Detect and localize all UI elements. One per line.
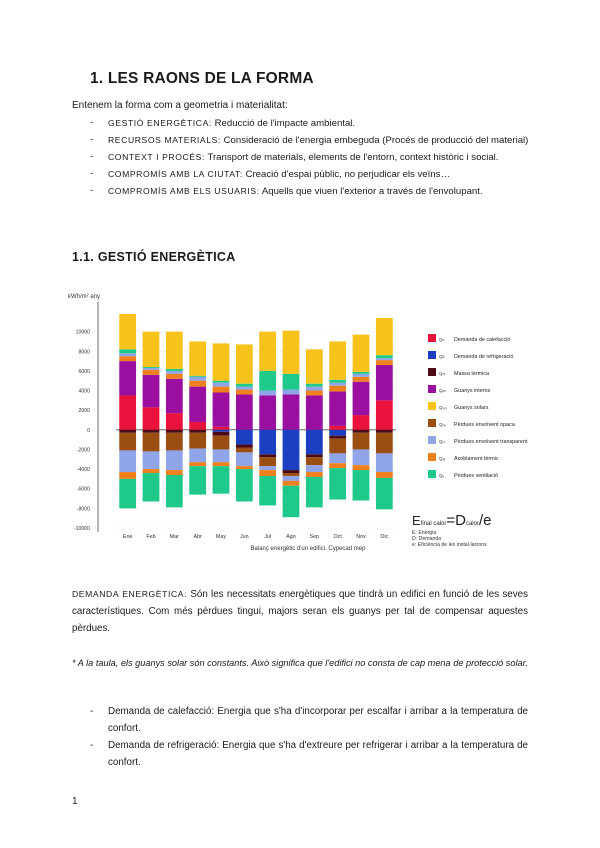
demand-item: - Demanda de calefacció: Energia que s'ha d'incorporar per escalfar i arribar a la temperatura de confort.: [90, 703, 528, 737]
bar-segment: [376, 360, 393, 365]
bar-segment: [213, 436, 230, 450]
bar-segment: [329, 383, 346, 386]
bar-segment: [259, 476, 276, 505]
legend-symbol: Qc: [439, 354, 445, 359]
bar-segment: [329, 380, 346, 383]
bar-segment: [329, 463, 346, 468]
bar-segment: [236, 469, 253, 501]
bar-segment: [329, 341, 346, 379]
bar-segment: [376, 358, 393, 360]
bar-segment: [236, 430, 253, 445]
legend-label: Guanys interns: [454, 388, 491, 394]
legend-symbol: Qₛₒₗ: [439, 405, 447, 410]
bar-segment: [306, 430, 323, 455]
bar-segment: [236, 390, 253, 395]
energy-balance-chart: [58, 284, 528, 556]
formula-eq: =D: [446, 512, 466, 529]
bar-segment: [306, 457, 323, 465]
y-tick-label: -2000: [76, 447, 90, 454]
bar-segment: [353, 377, 370, 382]
bar-segment: [259, 430, 276, 455]
bar-segment: [306, 477, 323, 507]
bar-segment: [189, 422, 206, 430]
bar-segment: [236, 452, 253, 466]
legend-label: Massa tèrmica: [454, 371, 490, 377]
bar-segment: [166, 369, 183, 371]
bar-segment: [353, 449, 370, 465]
bar-segment: [236, 447, 253, 452]
reason-label: COMPROMÍS AMB ELS USUARIS:: [108, 186, 260, 196]
bar-segment: [166, 379, 183, 413]
bar-segment: [353, 335, 370, 372]
bar-segment: [353, 374, 370, 377]
bar-segment: [213, 466, 230, 493]
y-tick-label: -6000: [76, 486, 90, 493]
bar-segment: [189, 376, 206, 377]
bar-segment: [306, 454, 323, 457]
legend-swatch: [428, 419, 436, 427]
bar-segment: [283, 473, 300, 476]
bar-segment: [236, 466, 253, 469]
page-number: 1: [72, 796, 78, 807]
bar-segment: [259, 470, 276, 476]
demanda-paragraph: [72, 586, 528, 637]
bar-segment: [213, 343, 230, 380]
demand-item: - Demanda de refrigeració: Energia que s'ha d'extreure per refrigerar i arribar a la temperatura de confort.: [90, 737, 528, 771]
bar-segment: [166, 470, 183, 475]
reason-text: Consideració de l'energia embeguda (Procés de producció del material): [223, 135, 529, 146]
bar-segment: [189, 341, 206, 375]
legend-swatch: [428, 385, 436, 393]
bar-segment: [376, 478, 393, 509]
x-tick-label: May: [215, 534, 227, 540]
bar-segment: [283, 486, 300, 517]
bar-segment: [259, 457, 276, 466]
reason-label: CONTEXT I PROCÉS:: [108, 152, 205, 162]
x-tick-label: Jul: [264, 534, 272, 540]
bar-segment: [283, 374, 300, 390]
legend-swatch: [428, 402, 436, 410]
bar-segment: [353, 430, 370, 433]
legend-label: Acoblament tèrmic: [454, 456, 499, 462]
x-tick-label: Oct: [333, 534, 342, 540]
legend-symbol: Qᵢₙₜ: [439, 388, 447, 393]
bar-segment: [306, 387, 323, 391]
bar-segment: [329, 386, 346, 392]
y-tick-label: 4000: [78, 388, 90, 395]
bar-segment: [236, 445, 253, 448]
bar-segment: [166, 430, 183, 433]
bar-segment: [166, 371, 183, 374]
legend-label: Pèrdues envolvent transparent: [454, 439, 528, 445]
bar-segment: [213, 387, 230, 393]
bar-segment: [143, 407, 160, 430]
bar-segment: [376, 433, 393, 454]
bar-segment: [259, 371, 276, 391]
bar-segment: [143, 473, 160, 501]
formula-sub-calor: calor: [465, 521, 479, 527]
bar-segment: [213, 462, 230, 466]
bar-segment: [143, 368, 160, 370]
bar-segment: [329, 439, 346, 454]
bar-segment: [353, 382, 370, 415]
bar-segment: [119, 433, 136, 451]
bar-segment: [236, 394, 253, 429]
bar-segment: [283, 470, 300, 473]
intro-text: Entenem la forma com a geometria i materialitat:: [72, 100, 288, 111]
y-tick-label: 6000: [78, 368, 90, 375]
bar-segment: [283, 481, 300, 486]
bar-segment: [143, 367, 160, 368]
bar-segment: [143, 433, 160, 452]
heading-gestio-energetica: 1.1. GESTIÓ ENERGÈTICA: [72, 250, 236, 264]
bar-segment: [353, 415, 370, 430]
bar-segment: [376, 355, 393, 358]
reason-text: Aquells que viuen l'exterior a través de l'envolupant.: [261, 186, 483, 197]
bar-segment: [236, 344, 253, 383]
bar-segment: [259, 332, 276, 371]
legend-swatch: [428, 351, 436, 359]
bar-segment: [166, 413, 183, 430]
bar-segment: [189, 381, 206, 387]
legend-swatch: [428, 453, 436, 461]
bar-segment: [119, 450, 136, 472]
reason-text: Creació d'espai públic, no perjudicar els veïns…: [245, 169, 451, 180]
bar-segment: [283, 390, 300, 395]
bar-segment: [376, 318, 393, 355]
reason-label: GESTIÓ ENERGÈTICA:: [108, 118, 212, 128]
bar-segment: [166, 450, 183, 470]
bar-segment: [353, 470, 370, 500]
bar-segment: [143, 451, 160, 469]
bar-segment: [213, 383, 230, 387]
bar-segment: [119, 472, 136, 479]
bar-segment: [236, 387, 253, 390]
bar-segment: [213, 381, 230, 383]
x-tick-label: Jun: [239, 534, 249, 540]
bar-segment: [213, 449, 230, 462]
bar-segment: [213, 393, 230, 427]
bar-segment: [329, 436, 346, 439]
bar-segment: [306, 384, 323, 387]
y-tick-label: -10000: [73, 526, 90, 532]
bar-segment: [283, 430, 300, 470]
legend-symbol: Qᵥ: [439, 473, 445, 478]
bar-segment: [119, 430, 136, 433]
bar-segment: [259, 454, 276, 457]
bar-segment: [306, 395, 323, 429]
bar-segment: [213, 430, 230, 432]
legend-symbol: Qₕ: [439, 337, 445, 342]
bar-segment: [119, 356, 136, 361]
formula-note: E: Energia: [412, 530, 437, 536]
reason-item: [90, 183, 530, 200]
demanda-label: DEMANDA ENERGÈTICA:: [72, 589, 188, 599]
bar-segment: [353, 433, 370, 450]
bar-segment: [166, 374, 183, 379]
bar-segment: [376, 400, 393, 429]
bar-segment: [283, 476, 300, 481]
bar-segment: [236, 384, 253, 387]
legend-swatch: [428, 436, 436, 444]
bar-segment: [283, 331, 300, 374]
formula-note: D: Demanda: [412, 536, 442, 542]
x-tick-label: Feb: [146, 534, 156, 540]
reason-item: [90, 132, 530, 149]
bar-segment: [306, 472, 323, 477]
bar-segment: [353, 372, 370, 374]
bar-segment: [143, 469, 160, 473]
legend-swatch: [428, 368, 436, 376]
x-tick-label: Dic: [380, 534, 389, 540]
demands-list: [90, 703, 528, 771]
bar-segment: [143, 332, 160, 367]
y-tick-label: -8000: [76, 506, 90, 513]
bar-segment: [119, 353, 136, 356]
bar-segment: [353, 465, 370, 470]
solar-note: * A la taula, els guanys solar són constants. Això significa que l'edifici no consta de cap mena de protecció solar.: [72, 658, 528, 668]
heading-les-raons: 1. LES RAONS DE LA FORMA: [90, 70, 314, 87]
bar-segment: [259, 466, 276, 470]
bar-segment: [119, 395, 136, 429]
reason-item: [90, 149, 530, 166]
legend-label: Pèrdues ventilació: [454, 473, 499, 479]
legend-label: Guanys solars: [454, 405, 489, 411]
bar-segment: [189, 466, 206, 494]
bar-segment: [119, 361, 136, 395]
bar-segment: [119, 479, 136, 508]
bar-segment: [143, 430, 160, 433]
bar-segment: [376, 365, 393, 400]
bar-segment: [376, 430, 393, 433]
formula-note: e: Eficiència de les instal·lacions: [412, 542, 487, 548]
reason-label: RECURSOS MATERIALS:: [108, 135, 221, 145]
bar-segment: [119, 349, 136, 353]
reason-label: COMPROMÍS AMB LA CIUTAT:: [108, 169, 243, 179]
formula-tail: /e: [478, 512, 492, 529]
y-tick-label: 10000: [75, 329, 90, 336]
bar-segment: [329, 426, 346, 430]
bar-segment: [166, 433, 183, 451]
y-tick-label: 0: [87, 427, 90, 434]
reason-item: [90, 166, 530, 183]
formula-e: E: [412, 513, 421, 528]
bar-segment: [189, 387, 206, 422]
bar-segment: [143, 370, 160, 375]
chart-caption: Balanç energètic d'un edifici. Cypecad mep: [250, 546, 366, 552]
bar-segment: [213, 432, 230, 436]
x-tick-label: Ene: [122, 534, 133, 540]
legend-swatch: [428, 334, 436, 342]
bar-segment: [306, 391, 323, 396]
bar-segment: [329, 430, 346, 436]
bar-segment: [189, 433, 206, 449]
bar-segment: [306, 349, 323, 383]
bar-segment: [329, 468, 346, 499]
bar-segment: [329, 392, 346, 426]
reason-text: Reducció de l'impacte ambiental.: [214, 118, 356, 129]
y-tick-label: -4000: [76, 467, 90, 474]
bar-segment: [376, 472, 393, 478]
legend-symbol: Qₒₚ: [439, 422, 447, 427]
legend-label: Demanda de calefacció: [454, 337, 511, 343]
legend-symbol: Qₘ: [439, 371, 446, 376]
y-tick-label: 8000: [78, 349, 90, 356]
bar-segment: [166, 475, 183, 507]
demanda-text: Són les necessitats energètiques que tindrà un edifici en funció de les seves característiques. Com més pèrdues tingui, majors seran els guanys per tal de compensar aquestes pèrdues.: [72, 589, 528, 634]
bar-segment: [329, 453, 346, 463]
reason-text: Transport de materials, elements de l'entorn, context històric i social.: [207, 152, 499, 163]
formula-sub-final: final calor: [420, 521, 447, 527]
bar-segment: [189, 462, 206, 466]
chart-ylabel: kWh/m² any: [68, 294, 101, 300]
reason-item: [90, 115, 530, 132]
bar-segment: [166, 332, 183, 369]
x-tick-label: Mar: [169, 534, 179, 540]
x-tick-label: Abr: [193, 534, 202, 540]
x-tick-label: Ago: [286, 534, 296, 540]
bar-segment: [213, 427, 230, 430]
bar-segment: [119, 314, 136, 349]
bar-segment: [306, 465, 323, 472]
reasons-list: [90, 115, 530, 200]
legend-symbol: Qₜᵣ: [439, 439, 446, 444]
bar-segment: [259, 395, 276, 429]
y-tick-label: 2000: [78, 408, 90, 415]
legend-swatch: [428, 470, 436, 478]
x-tick-label: Nov: [356, 534, 366, 540]
legend-symbol: Qₐₜ: [439, 456, 446, 461]
bar-segment: [143, 375, 160, 407]
bar-segment: [189, 448, 206, 462]
bar-segment: [189, 430, 206, 433]
bar-segment: [283, 394, 300, 429]
bar-segment: [376, 453, 393, 472]
bar-segment: [189, 377, 206, 381]
bar-segment: [259, 391, 276, 396]
legend-label: Pèrdues envolvent opaca: [454, 422, 515, 428]
legend-label: Demanda de refrigeració: [454, 354, 514, 360]
x-tick-label: Sep: [309, 534, 320, 540]
